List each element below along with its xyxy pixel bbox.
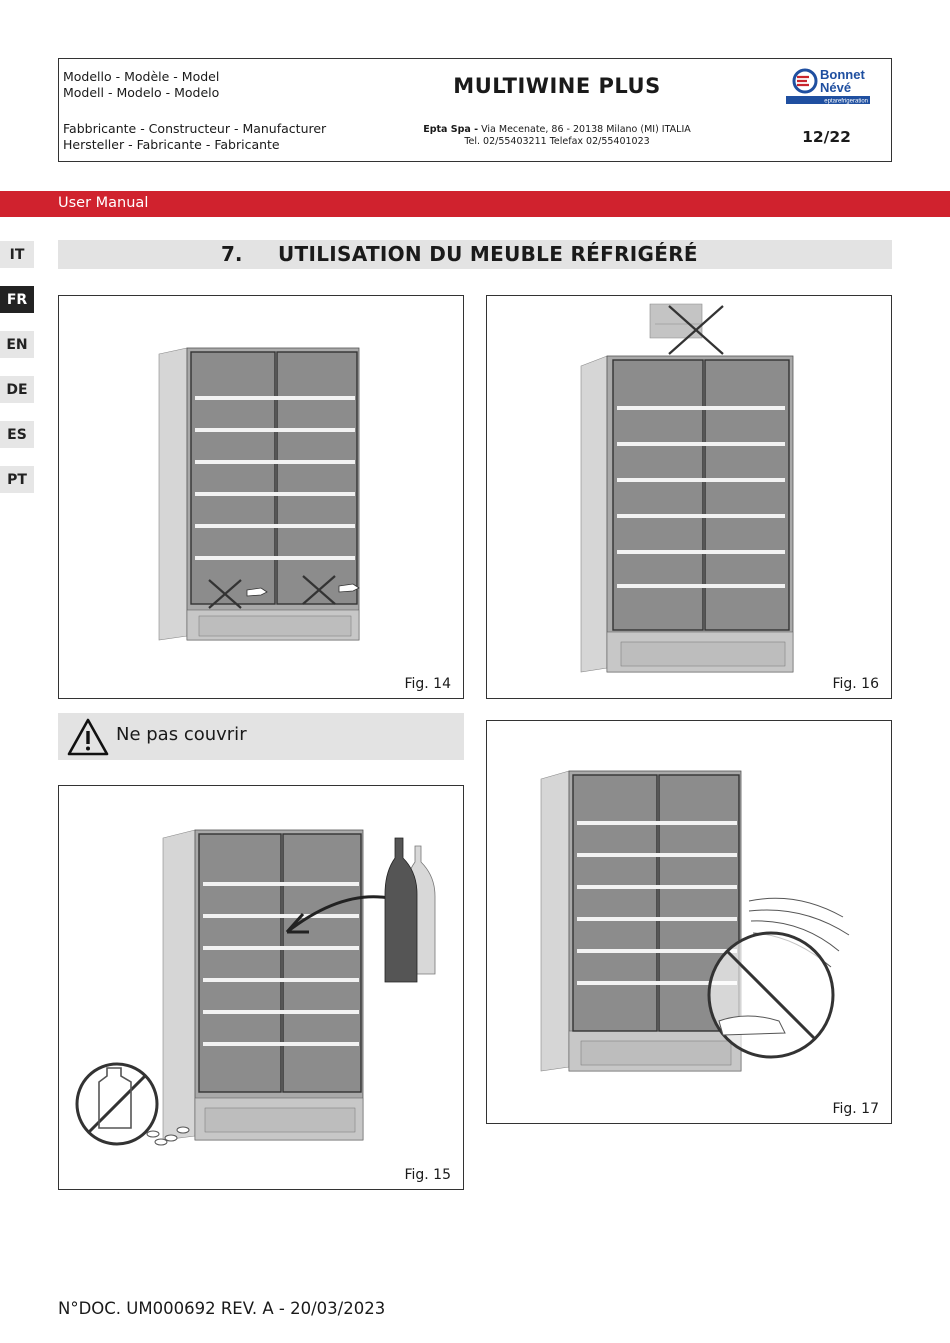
- manufacturer-address: [353, 112, 761, 162]
- refrigerator-no-water-illustration: [487, 721, 892, 1124]
- figure-16-caption: Fig. 16: [832, 676, 879, 692]
- warning-note: [58, 713, 464, 760]
- model-label-line2: Modell - Modelo - Modelo: [63, 85, 220, 100]
- figure-17: [486, 720, 892, 1124]
- figure-15: [58, 785, 464, 1190]
- company-contacts: Tel. 02/55403211 Telefax 02/55401023: [464, 136, 650, 147]
- company-name: Epta Spa -: [423, 124, 479, 135]
- logo-strip: eptarefrigeration: [824, 98, 868, 105]
- lang-tab-pt[interactable]: PT: [0, 466, 34, 493]
- document-number: N°DOC. UM000692 REV. A - 20/03/2023: [58, 1299, 386, 1318]
- model-label-line1: Modello - Modèle - Model: [63, 69, 220, 84]
- manufacturer-label-cell: [59, 112, 353, 162]
- figure-17-caption: Fig. 17: [832, 1101, 879, 1117]
- warning-text: Ne pas couvrir: [116, 724, 247, 745]
- section-heading: [58, 240, 892, 269]
- page-number: 12/22: [802, 128, 851, 146]
- refrigerator-loading-illustration: [59, 786, 464, 1190]
- model-label-cell: [59, 59, 353, 112]
- brand-logo: [761, 59, 892, 112]
- lang-tab-en[interactable]: EN: [0, 331, 34, 358]
- section-number: 7.: [221, 242, 243, 266]
- manufacturer-label-line2: Hersteller - Fabricante - Fabricante: [63, 137, 280, 152]
- warning-triangle-icon: [66, 717, 110, 757]
- lang-tab-it[interactable]: IT: [0, 241, 34, 268]
- figure-14-caption: Fig. 14: [404, 676, 451, 692]
- section-title: UTILISATION DU MEUBLE RÉFRIGÉRÉ: [278, 242, 698, 266]
- lang-tab-fr[interactable]: FR: [0, 286, 34, 313]
- figure-15-caption: Fig. 15: [404, 1167, 451, 1183]
- lang-tab-es[interactable]: ES: [0, 421, 34, 448]
- product-name: MULTIWINE PLUS: [453, 73, 661, 98]
- company-address: Via Mecenate, 86 - 20138 Milano (MI) ITALIA: [478, 124, 691, 135]
- manual-band: [0, 191, 950, 217]
- logo-line1: Bonnet: [820, 67, 865, 82]
- refrigerator-top-clearance-illustration: [487, 296, 892, 699]
- lang-tab-de[interactable]: DE: [0, 376, 34, 403]
- logo-line2: Névé: [820, 80, 852, 95]
- manufacturer-label-line1: Fabbricante - Constructeur - Manufacturer: [63, 121, 327, 136]
- document-header: [58, 58, 892, 162]
- figure-16: [486, 295, 892, 699]
- refrigerator-illustration: [59, 296, 464, 699]
- figure-14: [58, 295, 464, 699]
- band-label: User Manual: [58, 195, 149, 211]
